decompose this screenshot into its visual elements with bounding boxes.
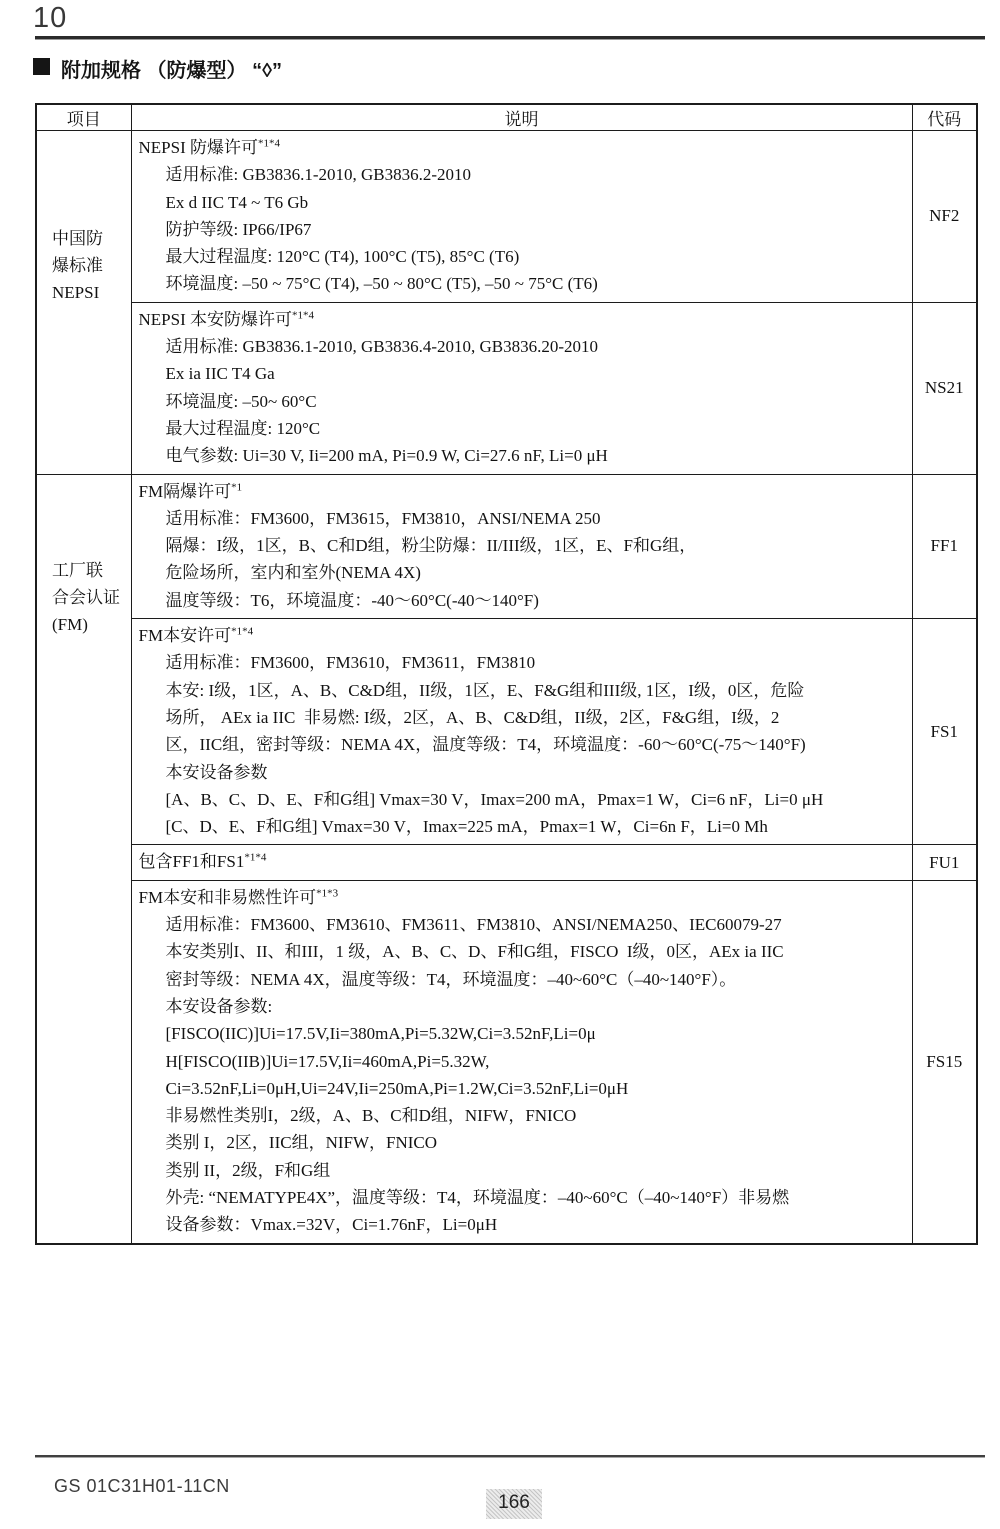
description-line: 电气参数: Ui=30 V, Ii=200 mA, Pi=0.9 W, Ci=27.6 nF, Li=0 μH [165, 446, 608, 466]
item-cell [36, 474, 131, 1244]
table-row [36, 474, 977, 618]
description-cell [131, 131, 912, 303]
description-line: Ex ia IIC T4 Ga [165, 364, 275, 384]
description-cell [131, 302, 912, 474]
description-line: [C、D、E、F和G组] Vmax=30 V，Imax=225 mA，Pmax=1 W，Ci=6n F，Li=0 Mh [165, 817, 768, 837]
page-number-top: 10 [33, 2, 68, 34]
description-line: Ci=3.52nF,Li=0μH,Ui=24V,Ii=250mA,Pi=1.2W,Ci=3.52nF,Li=0μH [165, 1078, 629, 1098]
page-number-badge: 166 [486, 1489, 542, 1519]
description-line: 防护等级: IP66/IP67 [165, 219, 312, 239]
description-line: FM本安许可$^{*1*4}$ [138, 625, 254, 646]
description-line: 适用标准: GB3836.1-2010, GB3836.4-2010, GB3836.20-2010 [165, 337, 599, 357]
table-row [36, 845, 977, 880]
footnote-superscript: *1*4 [291, 309, 314, 322]
item-label-line: NEPSI [52, 283, 100, 302]
description-line: 温度等级：T6，环境温度：-40～60°C(-40～140°F) [165, 590, 539, 610]
table-row [36, 880, 977, 1243]
description-cell [131, 845, 912, 880]
footnote-superscript: *1 [231, 480, 243, 493]
description-line: NEPSI 防爆许可$^{*1*4}$ [138, 137, 280, 157]
description-line: 危险场所，室内和室外(NEMA 4X) [165, 563, 421, 583]
footer-rule [35, 1455, 985, 1458]
heading-square-icon [33, 58, 50, 75]
section-heading-text: 附加规格 （防爆型） “◊” [61, 60, 282, 82]
code-cell: FS15 [912, 880, 977, 1243]
description-line: Ex d IIC T4 ~ T6 Gb [165, 192, 309, 212]
table-header-row [36, 104, 977, 131]
item-label-line: (FM) [52, 614, 88, 634]
description-line: 最大过程温度: 120°C (T4), 100°C (T5), 85°C (T6) [165, 247, 520, 267]
description-line: [FISCO(IIC)]Ui=17.5V,Ii=380mA,Pi=5.32W,Ci=3.52nF,Li=0μ [165, 1024, 596, 1044]
description-line: 场所， AEx ia IIC 非易燃: I级，2区，A、B、C&D组，II级，2区，F&G组，I级，2 [165, 707, 780, 727]
description-cell [131, 474, 912, 618]
code-cell: FF1 [912, 474, 977, 618]
description-line: 适用标准：FM3600，FM3615，FM3810，ANSI/NEMA 250 [165, 508, 601, 528]
description-line: FM本安和非易燃性许可$^{*1*3}$ [138, 887, 339, 907]
col-header-item: 项目 [36, 104, 131, 131]
description-line: NEPSI 本安防爆许可$^{*1*4}$ [138, 309, 314, 329]
table-row [36, 302, 977, 474]
footnote-superscript: *1*4 [257, 137, 280, 150]
footnote-superscript: *1*4 [244, 851, 267, 864]
description-line: 适用标准：FM3600、FM3610、FM3611、FM3810、ANSI/NEMA250、IEC60079-27 [165, 915, 782, 935]
top-rule [35, 36, 985, 40]
code-cell: NF2 [912, 131, 977, 303]
description-line: 本安设备参数 [165, 762, 268, 782]
col-header-code: 代码 [912, 104, 977, 131]
description-line: 本安类别I、II、和III，1 级，A、B、C、D、F和G组，FISCO I级，0区，AEx ia IIC [165, 942, 784, 962]
description-line: 适用标准：FM3600，FM3610，FM3611，FM3810 [165, 653, 536, 673]
description-line: 密封等级：NEMA 4X，温度等级：T4，环境温度：–40~60°C（–40~140°F）。 [165, 969, 737, 989]
description-cell [131, 619, 912, 845]
description-line: 本安: I级，1区，A、B、C&D组，II级，1区，E、F&G组和III级, 1区，I级，0区，危险 [165, 680, 805, 700]
description-line: H[FISCO(IIB)]Ui=17.5V,Ii=460mA,Pi=5.32W, [165, 1051, 490, 1071]
document-code: GS 01C31H01-11CN [54, 1476, 230, 1496]
table-row [36, 131, 977, 303]
item-label-line: 中国防 [52, 229, 103, 248]
description-line: 设备参数：Vmax.=32V，Ci=1.76nF，Li=0μH [165, 1215, 498, 1235]
code-cell: NS21 [912, 302, 977, 474]
description-line: 类别 II，2级，F和G组 [165, 1160, 331, 1180]
description-line: 非易燃性类别I，2级，A、B、C和D组，NIFW，FNICO [165, 1106, 577, 1126]
description-line: 类别 I，2区，IIC组，NIFW，FNICO [165, 1133, 438, 1153]
description-cell [131, 880, 912, 1243]
spec-table [35, 103, 978, 1245]
section-heading [33, 54, 282, 83]
description-line: 区，IIC组，密封等级：NEMA 4X，温度等级：T4，环境温度：-60～60°C(-75～140°F) [165, 735, 806, 755]
item-label-line: 合会认证 [52, 587, 120, 607]
description-line: 包含FF1和$FS1^{*1*4}$ [138, 851, 267, 872]
item-cell [36, 131, 131, 475]
footnote-superscript: *1*4 [231, 625, 254, 638]
description-line: 最大过程温度: 120°C [165, 418, 321, 438]
description-line: [A、B、C、D、E、F和G组] Vmax=30 V，Imax=200 mA，Pmax=1 W，Ci=6 nF，Li=0 μH [165, 789, 824, 809]
description-line: 适用标准: GB3836.1-2010, GB3836.2-2010 [165, 165, 472, 185]
code-cell: FS1 [912, 619, 977, 845]
description-line: 本安设备参数: [165, 996, 273, 1016]
col-header-description: 说明 [131, 104, 912, 131]
item-label-line: 工厂联 [52, 560, 103, 580]
description-line: 环境温度: –50~ 60°C [165, 391, 317, 411]
description-line: FM隔爆许可$^{*1}$ [138, 480, 243, 501]
table-row [36, 619, 977, 845]
item-label-line: 爆标准 [52, 256, 103, 275]
code-cell: FU1 [912, 845, 977, 880]
description-line: 外壳: “NEMATYPE4X”，温度等级：T4，环境温度：–40~60°C（–40~140°F）非易燃 [165, 1187, 790, 1207]
description-line: 隔爆：I级，1区，B、C和D组，粉尘防爆：II/III级，1区，E、F和G组， [165, 536, 697, 556]
description-line: 环境温度: –50 ~ 75°C (T4), –50 ~ 80°C (T5), –50 ~ 75°C (T6) [165, 274, 598, 294]
footnote-superscript: *1*3 [316, 887, 339, 900]
